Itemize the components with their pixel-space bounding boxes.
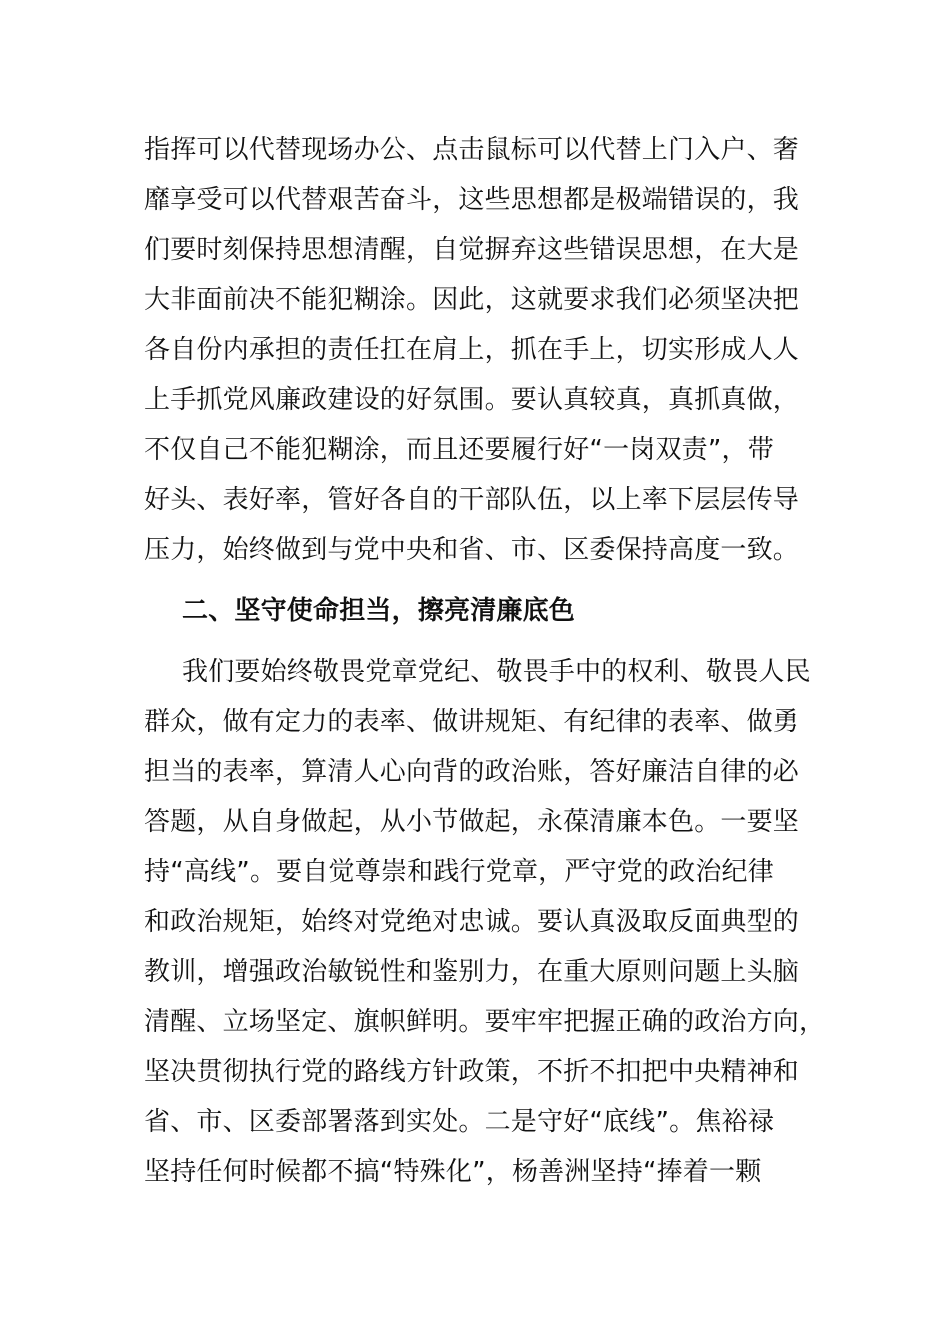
- paragraph1-line: 靡享受可以代替艰苦奋斗，这些思想都是极端错误的，我: [144, 185, 800, 215]
- paragraph1-line: 不仅自己不能犯糊涂，而且还要履行好“一岗双责”，带: [144, 435, 774, 465]
- paragraph2-line: 坚持任何时候都不搞“特殊化”，杨善洲坚持“捧着一颗: [144, 1157, 762, 1187]
- paragraph2-line: 担当的表率，算清人心向背的政治账，答好廉洁自律的必: [144, 757, 800, 787]
- paragraph1-line: 上手抓党风廉政建设的好氛围。要认真较真，真抓真做，: [144, 385, 800, 415]
- section-heading: 二、坚守使命担当，擦亮清廉底色: [182, 596, 576, 626]
- paragraph2-line: 群众，做有定力的表率、做讲规矩、有纪律的表率、做勇: [144, 707, 800, 737]
- paragraph2-line: 教训，增强政治敏锐性和鉴别力，在重大原则问题上头脑: [144, 957, 800, 987]
- paragraph2-line: 省、市、区委部署落到实处。二是守好“底线”。焦裕禄: [144, 1107, 774, 1137]
- paragraph1-line: 们要时刻保持思想清醒，自觉摒弃这些错误思想，在大是: [144, 235, 800, 265]
- paragraph1-line: 指挥可以代替现场办公、点击鼠标可以代替上门入户、奢: [144, 135, 800, 165]
- paragraph2-line: 持“高线”。要自觉尊崇和践行党章，严守党的政治纪律: [144, 857, 774, 887]
- paragraph1-line: 大非面前决不能犯糊涂。因此，这就要求我们必须坚决把: [144, 285, 800, 315]
- paragraph1-line: 好头、表好率，管好各自的干部队伍，以上率下层层传导: [144, 485, 800, 515]
- paragraph2-line: 和政治规矩，始终对党绝对忠诚。要认真汲取反面典型的: [144, 907, 800, 937]
- paragraph2-line: 答题，从自身做起，从小节做起，永葆清廉本色。一要坚: [144, 807, 800, 837]
- paragraph1-line: 各自份内承担的责任扛在肩上，抓在手上，切实形成人人: [144, 335, 800, 365]
- paragraph2-line: 坚决贯彻执行党的路线方针政策，不折不扣把中央精神和: [144, 1057, 800, 1087]
- paragraph2-line: 清醒、立场坚定、旗帜鲜明。要牢牢把握正确的政治方向，: [144, 1007, 826, 1037]
- paragraph1-line: 压力，始终做到与党中央和省、市、区委保持高度一致。: [144, 535, 800, 565]
- paragraph2-line: 我们要始终敬畏党章党纪、敬畏手中的权利、敬畏人民: [182, 657, 811, 687]
